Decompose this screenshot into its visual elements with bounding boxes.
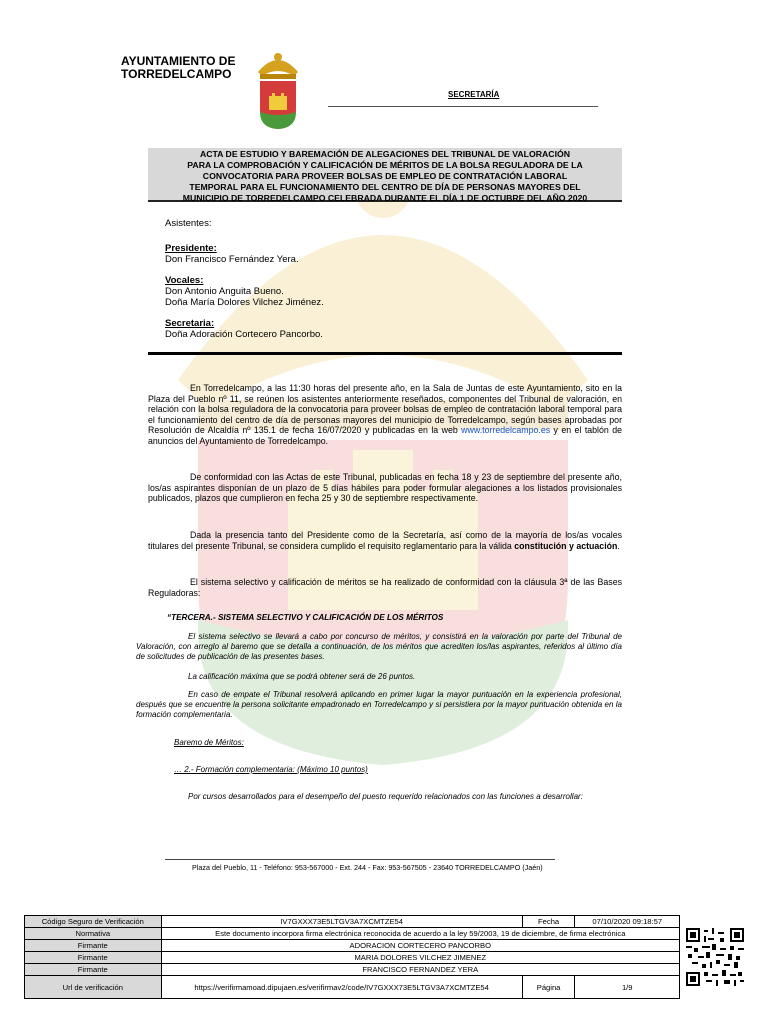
csv-value: IV7GXXX73E5LTGV3A7XCMTZE54 [161, 916, 522, 928]
vocal-name: Don Antonio Anguita Bueno. [165, 286, 284, 297]
table-row [25, 928, 680, 940]
table-row [25, 952, 680, 964]
footer-divider [165, 859, 555, 860]
vocales-label: Vocales: [165, 275, 204, 286]
body-paragraph: En Torredelcampo, a las 11:30 horas del presente año, en la Sala de Juntas de este Ayuntamiento, sito en la Plaza del Pueblo nº 11, se reúnen los asistentes anteriormente reseñados, componentes del Tribunal de valoración, en relación con la bolsa reguladora de la convocatoria para proveer bolsas de empleo de contratación laboral temporal para el funcionamiento del centro de día de personas mayores del municipio de Torredelcampo, según bases aprobadas por Resolución de Alcaldía nº 135.1 de fecha 16/07/2020 y publicadas en la web www.torredelcampo.es y en el tablón de anuncios del Ayuntamiento de Torredelcampo. [148, 383, 622, 446]
document-title [148, 148, 622, 202]
pagina-value: 1/9 [575, 976, 680, 999]
title-line: PARA LA COMPROBACIÓN Y CALIFICACIÓN DE MÉRITOS DE LA BOLSA REGULADORA DE LA [187, 160, 583, 170]
secretaria-label: Secretaria: [165, 318, 215, 329]
body-paragraph: De conformidad con las Actas de este Tribunal, publicadas en fecha 18 y 23 de septiembre del presente año, los/as aspirantes disponían de un plazo de 5 días hábiles para poder formular alegaciones a los listados provisionales publicados, plazos que cumplieron en fecha 25 y 30 de septiembre respectivamente. [148, 472, 622, 504]
secretaria-name: Doña Adoración Cortecero Pancorbo. [165, 329, 323, 340]
csv-label: Código Seguro de Verificación [25, 916, 162, 928]
title-line: ACTA DE ESTUDIO Y BAREMACIÓN DE ALEGACIONES DEL TRIBUNAL DE VALORACIÓN [199, 149, 571, 159]
firmante-label: Firmante [25, 940, 162, 952]
firmante-name: FRANCISCO FERNANDEZ YERA [161, 964, 679, 976]
fecha-value: 07/10/2020 09:18:57 [575, 916, 680, 928]
clause-paragraph: El sistema selectivo se llevará a cabo por concurso de méritos, y consistirá en la valoración por parte del Tribunal de Valoración, con arreglo al baremo que se detalla a continuación, de los méritos que acrediten los/las aspirantes, referidos al último día de solicitudes de publicación de las presentes bases. [136, 632, 622, 661]
vocal-name: Doña María Dolores Vilchez Jiménez. [165, 297, 324, 308]
footer-address: Plaza del Pueblo, 11 - Teléfono: 953-567000 - Ext. 244 - Fax: 953-567505 - 23640 TORREDELCAMPO (Jaén) [192, 863, 543, 872]
clause-heading: “TERCERA.- SISTEMA SELECTIVO Y CALIFICACIÓN DE LOS MÉRITOS [167, 613, 444, 622]
title-line: TEMPORAL PARA EL FUNCIONAMIENTO DEL CENTRO DE DÍA DE PERSONAS MAYORES DEL [189, 182, 581, 192]
presidente-label: Presidente: [165, 243, 217, 254]
clause-paragraph: En caso de empate el Tribunal resolverá aplicando en primer lugar la mayor puntuación en la experiencia profesional, después que se encuentre la persona solicitante empadronado en Torredelcampo y si persistiera por la mayor puntuación obtenida en la formación complementaria. [136, 690, 622, 719]
verification-url[interactable]: https://verifirmamoad.dipujaen.es/verifirmav2/code/IV7GXXX73E5LTGV3A7XCMTZE54 [161, 976, 522, 999]
department-label: SECRETARÍA [448, 90, 500, 99]
section-divider [148, 352, 622, 355]
pagina-label: Página [522, 976, 575, 999]
normativa-value: Este documento incorpora firma electrónica reconocida de acuerdo a la ley 59/2003, 19 de diciembre, de firma electrónica [161, 928, 679, 940]
baremo-heading: Baremo de Méritos: [174, 738, 244, 747]
coat-of-arms-logo [254, 52, 302, 130]
qr-code-icon [686, 928, 744, 986]
url-label: Url de verificación [25, 976, 162, 999]
formacion-heading: … 2.- Formación complementaria: (Máximo 10 puntos) [174, 765, 368, 774]
firmante-name: ADORACION CORTECERO PANCORBO [161, 940, 679, 952]
title-line: MUNICIPIO DE TORREDELCAMPO CELEBRADA DURANTE EL DÍA 1 DE OCTUBRE DEL AÑO 2020 [182, 193, 588, 203]
website-link[interactable]: www.torredelcampo.es [461, 425, 551, 436]
body-paragraph: Dada la presencia tanto del Presidente como de la Secretaría, así como de la mayoría de los/as vocales titulares del presente Tribunal, se considera cumplido el requisito reglamentario para la válida constitución y actuación. [148, 530, 622, 551]
body-paragraph: El sistema selectivo y calificación de méritos se ha realizado de conformidad con la cláusula 3ª de las Bases Reguladoras: [148, 577, 622, 598]
normativa-label: Normativa [25, 928, 162, 940]
table-row [25, 976, 680, 999]
firmante-name: MARIA DOLORES VILCHEZ JIMENEZ [161, 952, 679, 964]
signature-table [24, 915, 680, 999]
presidente-name: Don Francisco Fernández Yera. [165, 254, 299, 265]
firmante-label: Firmante [25, 964, 162, 976]
firmante-label: Firmante [25, 952, 162, 964]
fecha-label: Fecha [522, 916, 575, 928]
title-line: CONVOCATORIA PARA PROVEER BOLSAS DE EMPLEO DE CONTRATACIÓN LABORAL [202, 171, 568, 181]
clause-paragraph: Por cursos desarrollados para el desempeño del puesto requerido relacionados con las funciones a desarrollar: [188, 792, 583, 801]
table-row [25, 940, 680, 952]
clause-paragraph: La calificación máxima que se podrá obtener será de 26 puntos. [188, 672, 416, 681]
attendees-heading: Asistentes: [165, 218, 212, 229]
header-divider [328, 106, 598, 107]
table-row [25, 964, 680, 976]
ayuntamiento-name: AYUNTAMIENTO DE TORREDELCAMPO [121, 54, 236, 81]
table-row [25, 916, 680, 928]
